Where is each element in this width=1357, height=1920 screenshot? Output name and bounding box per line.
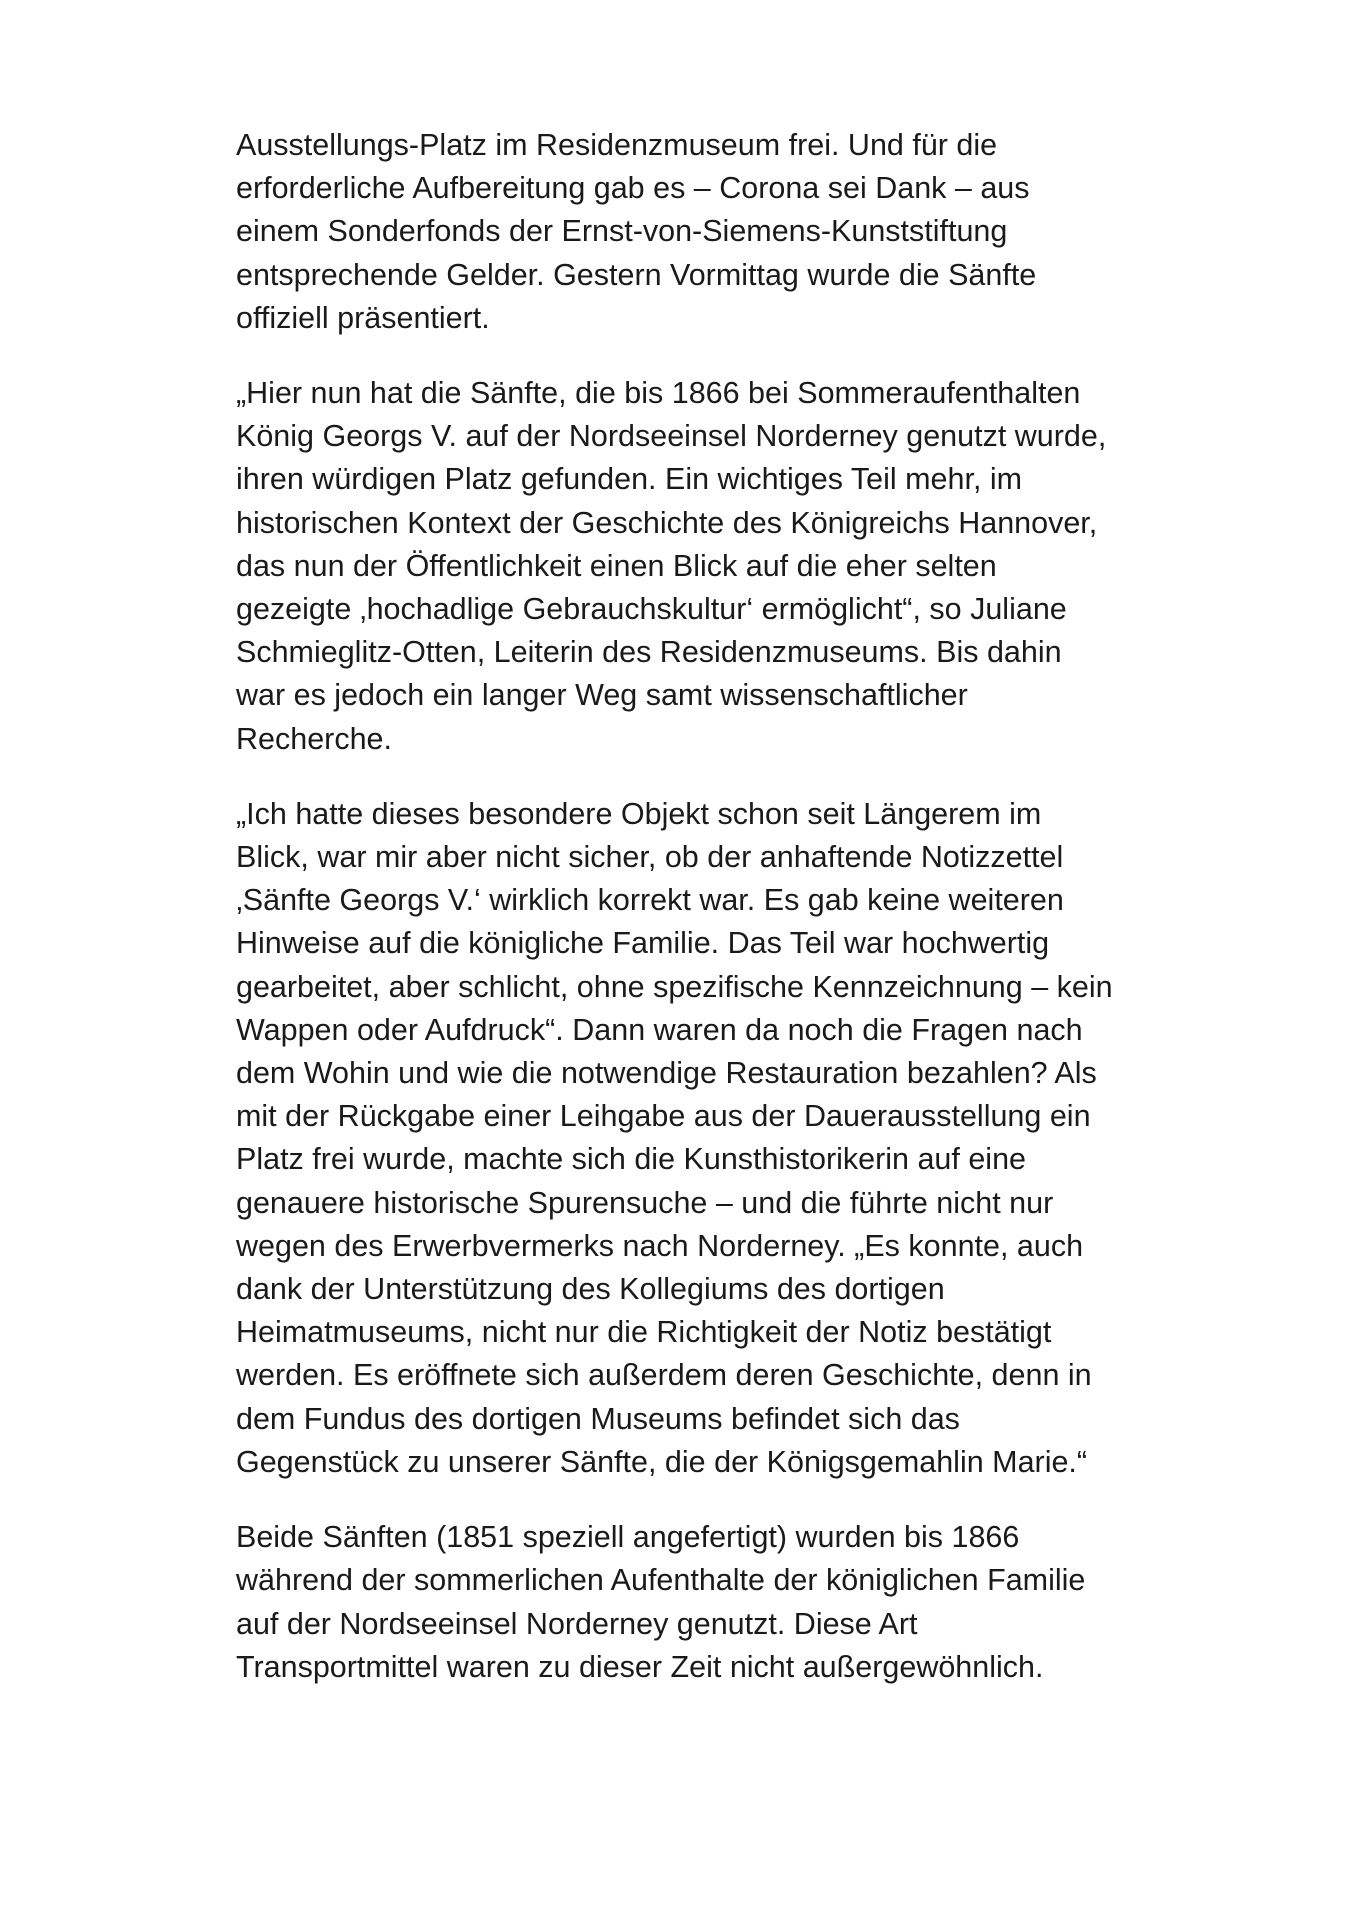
text-line: historischen Kontext der Geschichte des Königreichs Hannover, [236, 505, 1098, 540]
text-line: Blick, war mir aber nicht sicher, ob der anhaftende Notizzettel [236, 840, 1064, 875]
paragraph-3 [236, 793, 1136, 1484]
text-line: Platz frei wurde, machte sich die Kunsthistorikerin auf eine [236, 1142, 1026, 1177]
text-line: Hinweise auf die königliche Familie. Das Teil war hochwertig [236, 926, 1050, 961]
text-line: einem Sonderfonds der Ernst-von-Siemens-Kunststiftung [236, 214, 1008, 249]
text-line: wegen des Erwerbvermerks nach Norderney. „Es konnte, auch [236, 1228, 1084, 1263]
text-line: das nun der Öffentlichkeit einen Blick auf die eher selten [236, 548, 997, 583]
text-line: Transportmittel waren zu dieser Zeit nicht außergewöhnlich. [236, 1649, 1044, 1684]
text-line: genauere historische Spurensuche – und die führte nicht nur [236, 1185, 1054, 1220]
text-line: dem Fundus des dortigen Museums befindet sich das [236, 1401, 960, 1436]
text-line: war es jedoch ein langer Weg samt wissenschaftlicher [236, 678, 968, 713]
text-line: ‚Sänfte Georgs V.‘ wirklich korrekt war. Es gab keine weiteren [236, 883, 1064, 918]
text-line: Recherche. [236, 721, 392, 756]
paragraph-1 [236, 124, 1136, 340]
text-line: während der sommerlichen Aufenthalte der königlichen Familie [236, 1563, 1086, 1598]
text-line: ihren würdigen Platz gefunden. Ein wichtiges Teil mehr, im [236, 462, 1023, 497]
text-line: mit der Rückgabe einer Leihgabe aus der Dauerausstellung ein [236, 1099, 1091, 1134]
text-line: Schmieglitz-Otten, Leiterin des Residenzmuseums. Bis dahin [236, 635, 1062, 670]
paragraph-2 [236, 372, 1136, 761]
text-line: „Ich hatte dieses besondere Objekt schon seit Längerem im [236, 796, 1042, 831]
text-line: gezeigte ‚hochadlige Gebrauchskultur‘ ermöglicht“, so Juliane [236, 592, 1067, 627]
text-line: Gegenstück zu unserer Sänfte, die der Königsgemahlin Marie.“ [236, 1444, 1088, 1479]
text-line: Wappen oder Aufdruck“. Dann waren da noch die Fragen nach [236, 1012, 1083, 1047]
text-line: Beide Sänften (1851 speziell angefertigt) wurden bis 1866 [236, 1520, 1020, 1555]
text-line: erforderliche Aufbereitung gab es – Corona sei Dank – aus [236, 171, 1030, 206]
text-line: dank der Unterstützung des Kollegiums des dortigen [236, 1272, 945, 1307]
text-line: auf der Nordseeinsel Norderney genutzt. Diese Art [236, 1606, 918, 1641]
article-body [236, 124, 1136, 1721]
text-line: Ausstellungs-Platz im Residenzmuseum frei. Und für die [236, 128, 998, 162]
text-line: offiziell präsentiert. [236, 300, 490, 335]
text-line: „Hier nun hat die Sänfte, die bis 1866 bei Sommeraufenthalten [236, 376, 1081, 411]
text-line: Heimatmuseums, nicht nur die Richtigkeit der Notiz bestätigt [236, 1315, 1052, 1350]
text-line: gearbeitet, aber schlicht, ohne spezifische Kennzeichnung – kein [236, 969, 1113, 1004]
paragraph-4 [236, 1516, 1136, 1689]
text-line: entsprechende Gelder. Gestern Vormittag wurde die Sänfte [236, 257, 1037, 292]
text-line: werden. Es eröffnete sich außerdem deren Geschichte, denn in [236, 1358, 1092, 1393]
text-line: König Georgs V. auf der Nordseeinsel Norderney genutzt wurde, [236, 419, 1107, 454]
text-line: dem Wohin und wie die notwendige Restauration bezahlen? Als [236, 1056, 1097, 1091]
